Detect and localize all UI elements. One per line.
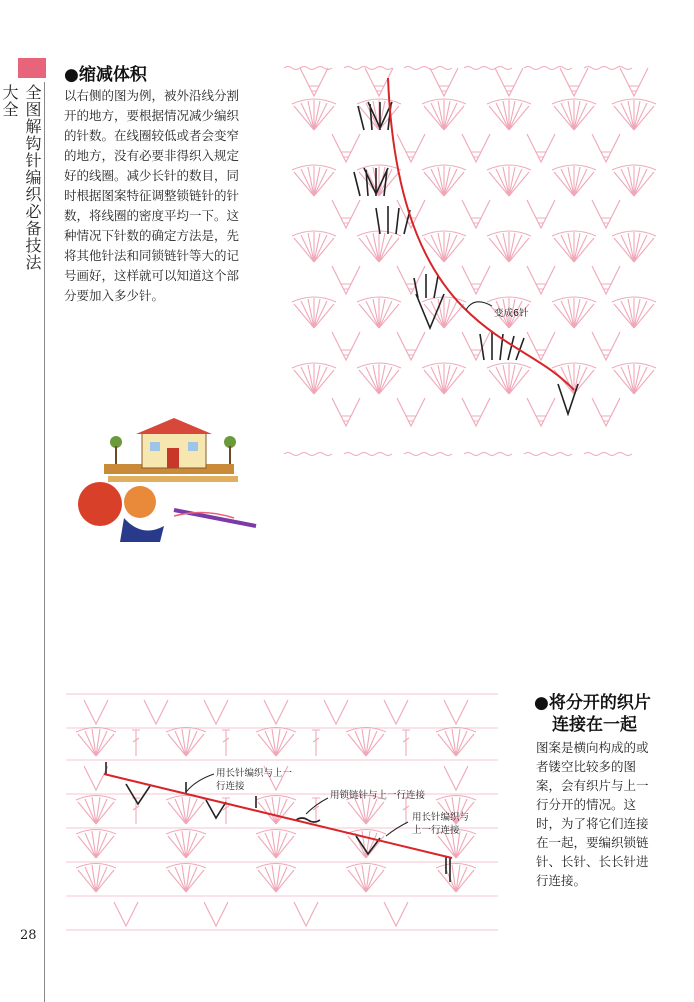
section1-paragraph — [64, 86, 274, 306]
callout-label-6-stitches: 变成6针 — [494, 308, 529, 319]
sidebar — [0, 58, 46, 278]
callout-label-3b: 上一行连接 — [412, 825, 460, 836]
section1-line: 的针数。在线圈较低或者会变窄 — [64, 128, 240, 143]
illustration — [64, 418, 264, 548]
callout-label-1b: 行连接 — [216, 781, 245, 792]
section2-line: 时，为了将它们连接 — [536, 816, 649, 831]
crochet-diagram-reduce — [284, 58, 664, 468]
callout-arrow — [306, 798, 328, 814]
section1-heading: ●缩减体积 — [64, 65, 147, 85]
sidebar-book-title: 全图解钩针编织必备技法大全 — [0, 84, 42, 271]
section1-line: 好的线圈。减少长针的数目，同 — [64, 168, 240, 183]
section2-heading-line2: 连接在一起 — [552, 715, 637, 735]
section2-heading-line1: ●将分开的织片 — [534, 693, 651, 713]
section1-line: 分要加入多少针。 — [64, 288, 165, 303]
section2-paragraph — [536, 738, 676, 890]
section2-line: 图案是横向构成的或 — [536, 740, 649, 755]
section1-line: 将其他针法和同锁链针等大的记 — [64, 248, 240, 263]
section1-line: 数，将线圈的密度平均一下。这 — [64, 208, 240, 223]
section1-line: 号画好，这样就可以知道这个部 — [64, 268, 240, 283]
section2-line: 在一起，要编织锁链 — [536, 835, 649, 850]
section1-line: 的地方，没有必要非得织入规定 — [64, 148, 240, 163]
pattern-grid — [284, 67, 656, 456]
callout-arrow — [466, 302, 492, 310]
callout-label-1a: 用长针编织与上一 — [216, 768, 293, 779]
section1-line: 时根据图案特征调整锁链针的针 — [64, 188, 240, 203]
section2-line: 行连接。 — [536, 873, 587, 888]
callout-label-2: 用锁链针与上一行连接 — [330, 790, 426, 801]
section1-line: 种情况下针数的确定方法是，先 — [64, 228, 240, 243]
callout-arrow — [186, 774, 214, 792]
section2-line: 案，会有织片与上一 — [536, 778, 649, 793]
reduced-stitches — [354, 102, 578, 414]
callout-label-3a: 用长针编织与 — [412, 812, 470, 823]
page-number: 28 — [20, 928, 37, 943]
section1-line: 开的地方，要根据情况减少编织 — [64, 108, 240, 123]
callout-arrow — [386, 822, 408, 836]
section2-line: 针、长针、长长针进 — [536, 854, 649, 869]
section1-line: 以右侧的图为例，被外沿线分割 — [64, 88, 240, 103]
crochet-diagram-join — [66, 690, 498, 940]
sidebar-divider — [44, 82, 45, 1002]
section2-line: 者镂空比较多的图 — [536, 759, 637, 774]
section2-line: 行分开的情况。这 — [536, 797, 637, 812]
sidebar-color-tab — [18, 58, 46, 78]
